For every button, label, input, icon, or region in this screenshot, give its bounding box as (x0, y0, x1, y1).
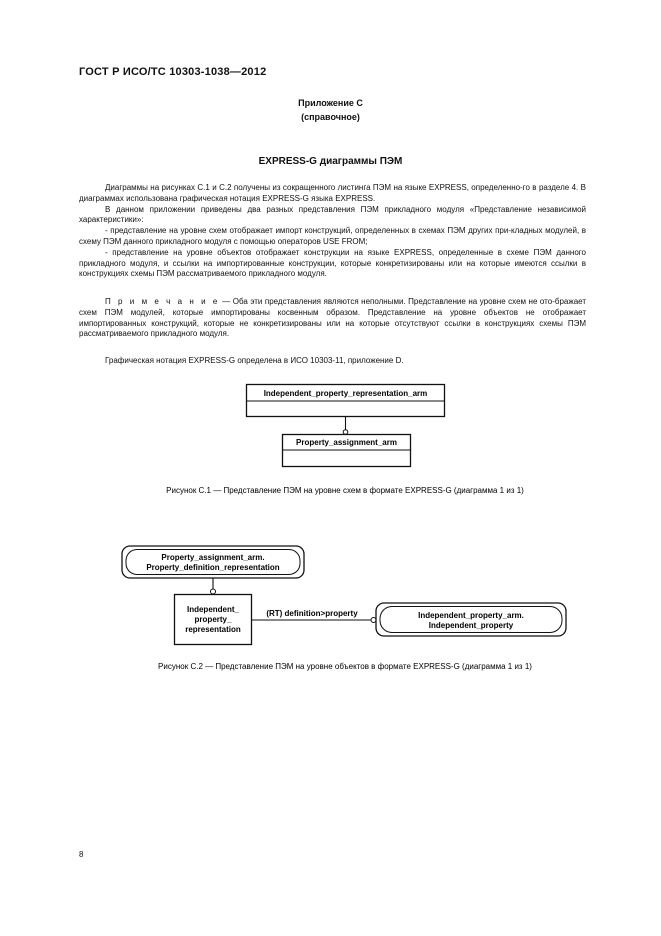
ref-entity-outer-box (122, 546, 304, 578)
paragraph-2: В данном приложении приведены два разных представления ПЭМ прикладного модуля «Представление независимой характеристики»: (79, 204, 586, 225)
note-label: П р и м е ч а н и е (105, 297, 220, 306)
relation-label: (RT) definition>property (266, 609, 358, 618)
note-text: — Оба эти представления являются неполными. Представление на уровне схем не ото-бражает схем ПЭМ модулей, которые импортированы косвенным образом. Представление на уровне объектов не отображает импортированных конструкций, которые не конкретизированы или на которые отсутствуют ссылки в конструкциях схемы ПЭМ рассматриваемого прикладного модуля. (79, 297, 586, 339)
subtype-connector-circle (211, 589, 216, 594)
target-entity-label-line-2: Independent_property (428, 621, 514, 630)
figure-1-caption: Рисунок С.1 — Представление ПЭМ на уровне схем в формате EXPRESS-G (диаграмма 1 из 1) (166, 486, 524, 495)
ref-entity-label-line-1: Property_assignment_arm. (161, 553, 265, 562)
page-number: 8 (79, 850, 84, 859)
figure-2-diagram (122, 546, 566, 645)
relation-end-circle (371, 618, 376, 623)
annex-subtitle: (справочное) (301, 112, 360, 122)
schema-box-bottom-label: Property_assignment_arm (296, 438, 397, 447)
entity-label-line-2: property_ (194, 615, 232, 624)
annex-title: Приложение С (298, 98, 363, 108)
figure-1-diagram (247, 385, 445, 467)
section-title: EXPRESS-G диаграммы ПЭМ (258, 156, 403, 167)
schema-box-top-label: Independent_property_representation_arm (263, 389, 428, 398)
entity-label-line-1: Independent_ (186, 605, 240, 614)
entity-label-line-3: representation (185, 625, 241, 634)
figure-2-caption: Рисунок С.2 — Представление ПЭМ на уровне объектов в формате EXPRESS-G (диаграмма 1 из 1) (158, 662, 532, 671)
paragraph-3: - представление на уровне схем отображает импорт конструкций, определенных в схемах ПЭМ других при-кладных модулей, в схему ПЭМ данного прикладного модуля с помощью операторов USE FROM; (79, 226, 586, 246)
schema-connector-circle (343, 430, 348, 435)
paragraph-4: - представление на уровне объектов отображает конструкции на языке EXPRESS, определенные в схеме ПЭМ данного прикладного модуля, и ссылки на импортированные конструкции, которые конкретизированы или на которые имеются ссылки в конструкциях схемы ПЭМ рассматриваемого прикладного модуля. (79, 247, 586, 279)
paragraph-5: Графическая нотация EXPRESS-G определена в ИСО 10303-11, приложение D. (105, 356, 404, 365)
ref-entity-label-line-2: Property_definition_representation (146, 563, 280, 572)
target-entity-label-line-1: Independent_property_arm. (418, 611, 524, 620)
paragraph-1: Диаграммы на рисунках С.1 и С.2 получены из сокращенного листинга ПЭМ на языке EXPRESS, определенно-го в разделе 4. В диаграммах использована графическая нотация EXPRESS-G языка EXPRESS. (79, 183, 586, 203)
document-header: ГОСТ Р ИСО/ТС 10303-1038—2012 (79, 66, 267, 78)
